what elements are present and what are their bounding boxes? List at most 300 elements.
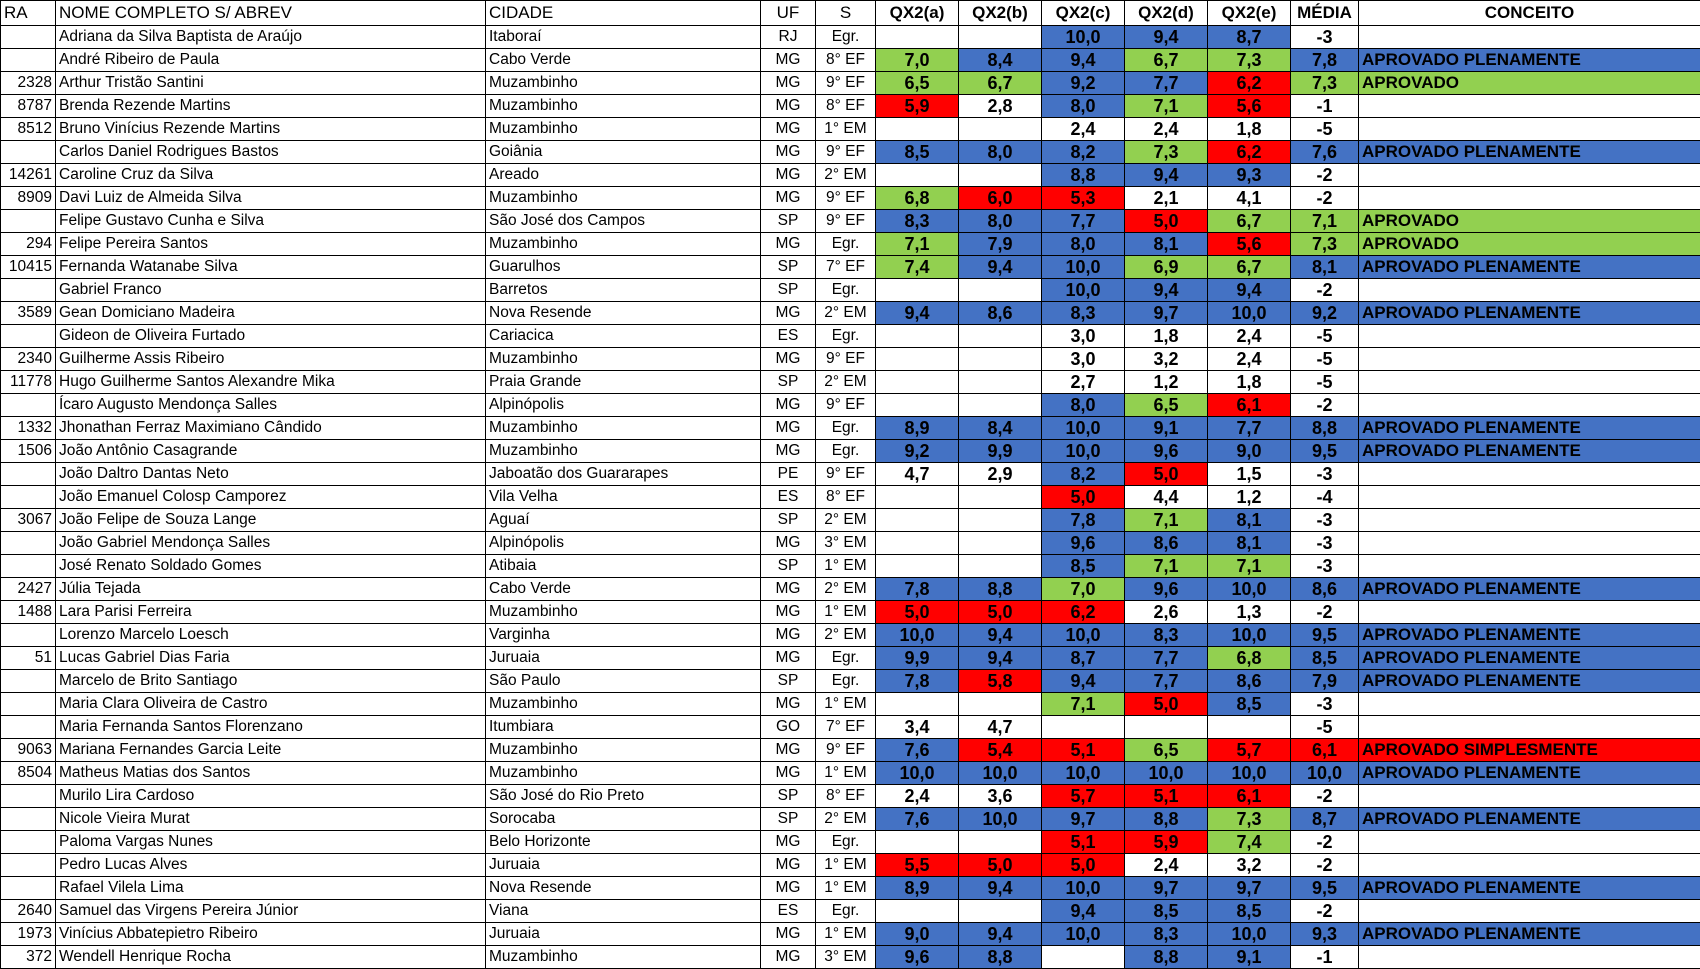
cell-qx2c[interactable]: 9,4 [1042, 900, 1125, 923]
cell-cidade[interactable]: Muzambinho [486, 601, 761, 624]
cell-qx2c[interactable]: 9,4 [1042, 49, 1125, 72]
cell-cidade[interactable]: Muzambinho [486, 348, 761, 371]
cell-conceito[interactable] [1359, 371, 1700, 394]
cell-ra[interactable]: 8512 [1, 118, 56, 141]
cell-uf[interactable]: GO [761, 716, 816, 739]
cell-qx2c[interactable]: 10,0 [1042, 279, 1125, 302]
cell-nome[interactable]: Felipe Pereira Santos [56, 233, 486, 256]
cell-nome[interactable]: João Felipe de Souza Lange [56, 509, 486, 532]
cell-qx2e[interactable]: 6,7 [1208, 256, 1291, 279]
cell-nome[interactable]: Vinícius Abbatepietro Ribeiro [56, 923, 486, 946]
cell-qx2b[interactable]: 8,8 [959, 578, 1042, 601]
cell-qx2b[interactable]: 9,4 [959, 647, 1042, 670]
cell-cidade[interactable]: Muzambinho [486, 693, 761, 716]
cell-qx2a[interactable] [876, 509, 959, 532]
cell-s[interactable]: 9° EF [816, 210, 876, 233]
cell-s[interactable]: 1° EM [816, 854, 876, 877]
cell-conceito[interactable] [1359, 601, 1700, 624]
cell-conceito[interactable]: APROVADO [1359, 210, 1700, 233]
cell-nome[interactable]: Gean Domiciano Madeira [56, 302, 486, 325]
cell-qx2e[interactable]: 5,7 [1208, 739, 1291, 762]
header-uf[interactable]: UF [761, 1, 816, 26]
cell-qx2b[interactable] [959, 164, 1042, 187]
cell-qx2b[interactable] [959, 486, 1042, 509]
cell-qx2b[interactable] [959, 900, 1042, 923]
cell-qx2a[interactable] [876, 532, 959, 555]
cell-cidade[interactable]: Muzambinho [486, 762, 761, 785]
cell-media[interactable]: -2 [1291, 601, 1359, 624]
cell-conceito[interactable] [1359, 486, 1700, 509]
cell-qx2c[interactable]: 10,0 [1042, 877, 1125, 900]
cell-s[interactable]: 9° EF [816, 348, 876, 371]
cell-qx2c[interactable]: 7,1 [1042, 693, 1125, 716]
cell-uf[interactable]: MG [761, 624, 816, 647]
cell-nome[interactable]: João Daltro Dantas Neto [56, 463, 486, 486]
cell-ra[interactable]: 9063 [1, 739, 56, 762]
cell-uf[interactable]: MG [761, 187, 816, 210]
cell-qx2d[interactable]: 9,6 [1125, 440, 1208, 463]
cell-nome[interactable]: Nicole Vieira Murat [56, 808, 486, 831]
cell-qx2a[interactable]: 7,6 [876, 739, 959, 762]
cell-nome[interactable]: Hugo Guilherme Santos Alexandre Mika [56, 371, 486, 394]
cell-cidade[interactable]: Muzambinho [486, 739, 761, 762]
cell-qx2b[interactable] [959, 26, 1042, 49]
cell-qx2b[interactable]: 8,8 [959, 946, 1042, 969]
cell-media[interactable]: -4 [1291, 486, 1359, 509]
cell-nome[interactable]: Wendell Henrique Rocha [56, 946, 486, 969]
cell-ra[interactable]: 2640 [1, 900, 56, 923]
cell-qx2c[interactable]: 5,1 [1042, 831, 1125, 854]
cell-cidade[interactable]: Itaboraí [486, 26, 761, 49]
cell-ra[interactable]: 2328 [1, 72, 56, 95]
cell-nome[interactable]: Arthur Tristão Santini [56, 72, 486, 95]
cell-qx2a[interactable]: 3,4 [876, 716, 959, 739]
cell-ra[interactable]: 372 [1, 946, 56, 969]
cell-media[interactable]: -3 [1291, 555, 1359, 578]
cell-s[interactable]: 1° EM [816, 762, 876, 785]
cell-cidade[interactable]: Jaboatão dos Guararapes [486, 463, 761, 486]
cell-qx2a[interactable]: 8,9 [876, 417, 959, 440]
cell-conceito[interactable]: APROVADO PLENAMENTE [1359, 49, 1700, 72]
cell-media[interactable]: 7,8 [1291, 49, 1359, 72]
cell-nome[interactable]: Matheus Matias dos Santos [56, 762, 486, 785]
cell-s[interactable]: 2° EM [816, 808, 876, 831]
cell-qx2e[interactable]: 9,7 [1208, 877, 1291, 900]
cell-conceito[interactable]: APROVADO PLENAMENTE [1359, 417, 1700, 440]
cell-uf[interactable]: MG [761, 532, 816, 555]
cell-qx2d[interactable]: 7,3 [1125, 141, 1208, 164]
cell-conceito[interactable] [1359, 785, 1700, 808]
cell-conceito[interactable]: APROVADO SIMPLESMENTE [1359, 739, 1700, 762]
cell-s[interactable]: Egr. [816, 900, 876, 923]
cell-qx2a[interactable] [876, 348, 959, 371]
cell-qx2c[interactable]: 8,7 [1042, 647, 1125, 670]
cell-qx2a[interactable] [876, 486, 959, 509]
cell-s[interactable]: 7° EF [816, 716, 876, 739]
cell-ra[interactable]: 11778 [1, 371, 56, 394]
cell-ra[interactable]: 294 [1, 233, 56, 256]
cell-qx2d[interactable]: 4,4 [1125, 486, 1208, 509]
cell-media[interactable]: 9,2 [1291, 302, 1359, 325]
cell-cidade[interactable]: Muzambinho [486, 440, 761, 463]
cell-qx2d[interactable]: 9,7 [1125, 877, 1208, 900]
cell-media[interactable]: -2 [1291, 279, 1359, 302]
cell-qx2e[interactable]: 8,5 [1208, 900, 1291, 923]
cell-qx2a[interactable] [876, 279, 959, 302]
cell-cidade[interactable]: Guarulhos [486, 256, 761, 279]
cell-uf[interactable]: SP [761, 785, 816, 808]
cell-qx2e[interactable]: 9,4 [1208, 279, 1291, 302]
cell-media[interactable]: 7,1 [1291, 210, 1359, 233]
cell-s[interactable]: 3° EM [816, 532, 876, 555]
cell-uf[interactable]: SP [761, 808, 816, 831]
cell-qx2e[interactable]: 4,1 [1208, 187, 1291, 210]
cell-conceito[interactable] [1359, 555, 1700, 578]
cell-conceito[interactable] [1359, 509, 1700, 532]
cell-qx2d[interactable]: 6,9 [1125, 256, 1208, 279]
cell-media[interactable]: 6,1 [1291, 739, 1359, 762]
cell-conceito[interactable] [1359, 693, 1700, 716]
header-qx2d[interactable]: QX2(d) [1125, 1, 1208, 26]
cell-media[interactable]: 10,0 [1291, 762, 1359, 785]
cell-nome[interactable]: Brenda Rezende Martins [56, 95, 486, 118]
cell-qx2d[interactable]: 8,3 [1125, 923, 1208, 946]
cell-conceito[interactable]: APROVADO PLENAMENTE [1359, 762, 1700, 785]
cell-qx2a[interactable]: 8,3 [876, 210, 959, 233]
cell-media[interactable]: 9,5 [1291, 877, 1359, 900]
cell-qx2b[interactable]: 6,7 [959, 72, 1042, 95]
cell-uf[interactable]: SP [761, 371, 816, 394]
cell-qx2d[interactable]: 9,6 [1125, 578, 1208, 601]
cell-media[interactable]: 8,8 [1291, 417, 1359, 440]
cell-conceito[interactable] [1359, 279, 1700, 302]
cell-media[interactable]: 9,5 [1291, 624, 1359, 647]
cell-cidade[interactable]: Cabo Verde [486, 49, 761, 72]
cell-qx2d[interactable]: 5,1 [1125, 785, 1208, 808]
cell-qx2c[interactable]: 2,4 [1042, 118, 1125, 141]
cell-s[interactable]: 9° EF [816, 72, 876, 95]
cell-qx2a[interactable]: 9,0 [876, 923, 959, 946]
cell-nome[interactable]: Felipe Gustavo Cunha e Silva [56, 210, 486, 233]
cell-cidade[interactable]: Alpinópolis [486, 532, 761, 555]
cell-cidade[interactable]: Viana [486, 900, 761, 923]
cell-ra[interactable] [1, 532, 56, 555]
cell-qx2d[interactable]: 2,1 [1125, 187, 1208, 210]
cell-qx2e[interactable]: 6,8 [1208, 647, 1291, 670]
cell-s[interactable]: 8° EF [816, 486, 876, 509]
cell-uf[interactable]: MG [761, 693, 816, 716]
cell-uf[interactable]: ES [761, 900, 816, 923]
cell-ra[interactable]: 8909 [1, 187, 56, 210]
cell-qx2c[interactable]: 3,0 [1042, 348, 1125, 371]
cell-qx2c[interactable]: 8,8 [1042, 164, 1125, 187]
cell-s[interactable]: 1° EM [816, 877, 876, 900]
cell-s[interactable]: 2° EM [816, 509, 876, 532]
cell-uf[interactable]: MG [761, 739, 816, 762]
cell-conceito[interactable] [1359, 854, 1700, 877]
cell-qx2e[interactable]: 6,2 [1208, 141, 1291, 164]
cell-s[interactable]: 1° EM [816, 923, 876, 946]
cell-qx2d[interactable]: 7,7 [1125, 670, 1208, 693]
cell-qx2c[interactable]: 8,0 [1042, 95, 1125, 118]
cell-qx2d[interactable] [1125, 716, 1208, 739]
cell-qx2e[interactable]: 7,4 [1208, 831, 1291, 854]
cell-nome[interactable]: André Ribeiro de Paula [56, 49, 486, 72]
cell-cidade[interactable]: Areado [486, 164, 761, 187]
cell-qx2b[interactable] [959, 831, 1042, 854]
cell-s[interactable]: 8° EF [816, 785, 876, 808]
cell-qx2e[interactable]: 8,1 [1208, 509, 1291, 532]
cell-s[interactable]: 2° EM [816, 302, 876, 325]
cell-qx2a[interactable]: 7,6 [876, 808, 959, 831]
cell-cidade[interactable]: Juruaia [486, 923, 761, 946]
cell-qx2c[interactable] [1042, 716, 1125, 739]
cell-nome[interactable]: Rafael Vilela Lima [56, 877, 486, 900]
cell-qx2b[interactable]: 5,0 [959, 854, 1042, 877]
cell-qx2b[interactable]: 8,4 [959, 417, 1042, 440]
cell-conceito[interactable]: APROVADO PLENAMENTE [1359, 624, 1700, 647]
cell-ra[interactable]: 1488 [1, 601, 56, 624]
cell-qx2a[interactable]: 2,4 [876, 785, 959, 808]
cell-qx2d[interactable]: 5,0 [1125, 463, 1208, 486]
cell-qx2b[interactable]: 10,0 [959, 808, 1042, 831]
cell-uf[interactable]: MG [761, 440, 816, 463]
header-qx2a[interactable]: QX2(a) [876, 1, 959, 26]
cell-ra[interactable] [1, 624, 56, 647]
cell-qx2d[interactable]: 5,0 [1125, 210, 1208, 233]
cell-qx2c[interactable]: 8,0 [1042, 233, 1125, 256]
cell-ra[interactable]: 2427 [1, 578, 56, 601]
cell-nome[interactable]: Murilo Lira Cardoso [56, 785, 486, 808]
cell-ra[interactable]: 1332 [1, 417, 56, 440]
cell-cidade[interactable]: Cabo Verde [486, 578, 761, 601]
cell-cidade[interactable]: Juruaia [486, 854, 761, 877]
cell-conceito[interactable]: APROVADO PLENAMENTE [1359, 302, 1700, 325]
cell-cidade[interactable]: Goiânia [486, 141, 761, 164]
cell-s[interactable]: 7° EF [816, 256, 876, 279]
cell-cidade[interactable]: São José do Rio Preto [486, 785, 761, 808]
cell-ra[interactable] [1, 555, 56, 578]
cell-cidade[interactable]: Itumbiara [486, 716, 761, 739]
cell-media[interactable]: -1 [1291, 95, 1359, 118]
cell-qx2a[interactable]: 10,0 [876, 762, 959, 785]
cell-qx2d[interactable]: 5,9 [1125, 831, 1208, 854]
cell-qx2c[interactable]: 9,2 [1042, 72, 1125, 95]
cell-s[interactable]: Egr. [816, 279, 876, 302]
cell-qx2c[interactable]: 10,0 [1042, 26, 1125, 49]
cell-ra[interactable]: 2340 [1, 348, 56, 371]
cell-qx2e[interactable]: 10,0 [1208, 578, 1291, 601]
cell-qx2d[interactable]: 8,3 [1125, 624, 1208, 647]
cell-uf[interactable]: MG [761, 233, 816, 256]
cell-conceito[interactable] [1359, 118, 1700, 141]
cell-cidade[interactable]: Sorocaba [486, 808, 761, 831]
cell-ra[interactable]: 3067 [1, 509, 56, 532]
cell-ra[interactable] [1, 670, 56, 693]
cell-ra[interactable] [1, 486, 56, 509]
cell-qx2c[interactable]: 10,0 [1042, 762, 1125, 785]
cell-uf[interactable]: MG [761, 578, 816, 601]
cell-uf[interactable]: MG [761, 923, 816, 946]
cell-conceito[interactable] [1359, 532, 1700, 555]
cell-media[interactable]: -5 [1291, 371, 1359, 394]
cell-qx2b[interactable] [959, 532, 1042, 555]
cell-uf[interactable]: MG [761, 141, 816, 164]
cell-ra[interactable] [1, 463, 56, 486]
cell-uf[interactable]: SP [761, 555, 816, 578]
cell-conceito[interactable] [1359, 26, 1700, 49]
cell-qx2b[interactable] [959, 693, 1042, 716]
cell-qx2d[interactable]: 7,7 [1125, 72, 1208, 95]
cell-conceito[interactable] [1359, 946, 1700, 969]
cell-qx2b[interactable]: 2,9 [959, 463, 1042, 486]
cell-qx2a[interactable] [876, 118, 959, 141]
cell-ra[interactable] [1, 394, 56, 417]
cell-nome[interactable]: Bruno Vinícius Rezende Martins [56, 118, 486, 141]
cell-qx2e[interactable]: 10,0 [1208, 302, 1291, 325]
cell-media[interactable]: 8,6 [1291, 578, 1359, 601]
cell-s[interactable]: 1° EM [816, 693, 876, 716]
cell-uf[interactable]: MG [761, 601, 816, 624]
cell-qx2e[interactable]: 10,0 [1208, 624, 1291, 647]
cell-qx2e[interactable]: 2,4 [1208, 325, 1291, 348]
cell-qx2b[interactable] [959, 394, 1042, 417]
cell-qx2a[interactable] [876, 900, 959, 923]
header-qx2e[interactable]: QX2(e) [1208, 1, 1291, 26]
cell-ra[interactable] [1, 854, 56, 877]
cell-cidade[interactable]: Muzambinho [486, 187, 761, 210]
cell-s[interactable]: 9° EF [816, 141, 876, 164]
cell-qx2b[interactable] [959, 279, 1042, 302]
cell-qx2b[interactable]: 8,6 [959, 302, 1042, 325]
cell-nome[interactable]: Guilherme Assis Ribeiro [56, 348, 486, 371]
cell-qx2b[interactable]: 5,8 [959, 670, 1042, 693]
cell-conceito[interactable]: APROVADO PLENAMENTE [1359, 877, 1700, 900]
cell-qx2e[interactable]: 1,5 [1208, 463, 1291, 486]
cell-s[interactable]: Egr. [816, 233, 876, 256]
cell-qx2e[interactable]: 6,7 [1208, 210, 1291, 233]
cell-qx2b[interactable]: 9,4 [959, 624, 1042, 647]
cell-qx2a[interactable]: 7,0 [876, 49, 959, 72]
cell-qx2b[interactable] [959, 555, 1042, 578]
cell-s[interactable]: 9° EF [816, 739, 876, 762]
cell-qx2c[interactable]: 5,3 [1042, 187, 1125, 210]
cell-qx2c[interactable]: 5,7 [1042, 785, 1125, 808]
cell-ra[interactable]: 3589 [1, 302, 56, 325]
cell-qx2d[interactable]: 7,7 [1125, 647, 1208, 670]
cell-qx2b[interactable]: 8,0 [959, 210, 1042, 233]
cell-conceito[interactable] [1359, 463, 1700, 486]
cell-media[interactable]: 8,7 [1291, 808, 1359, 831]
cell-cidade[interactable]: Muzambinho [486, 95, 761, 118]
cell-ra[interactable]: 1506 [1, 440, 56, 463]
cell-qx2a[interactable]: 9,9 [876, 647, 959, 670]
cell-cidade[interactable]: Muzambinho [486, 118, 761, 141]
cell-qx2a[interactable] [876, 164, 959, 187]
cell-qx2c[interactable] [1042, 946, 1125, 969]
header-nome[interactable]: NOME COMPLETO S/ ABREV [56, 1, 486, 26]
cell-cidade[interactable]: Aguaí [486, 509, 761, 532]
cell-qx2b[interactable] [959, 509, 1042, 532]
cell-qx2e[interactable]: 7,3 [1208, 808, 1291, 831]
cell-conceito[interactable] [1359, 187, 1700, 210]
cell-s[interactable]: Egr. [816, 325, 876, 348]
cell-uf[interactable]: MG [761, 831, 816, 854]
header-qx2c[interactable]: QX2(c) [1042, 1, 1125, 26]
cell-media[interactable]: -2 [1291, 394, 1359, 417]
cell-qx2a[interactable]: 8,5 [876, 141, 959, 164]
cell-uf[interactable]: MG [761, 164, 816, 187]
cell-cidade[interactable]: Juruaia [486, 647, 761, 670]
cell-media[interactable]: -2 [1291, 900, 1359, 923]
cell-qx2b[interactable]: 9,4 [959, 256, 1042, 279]
cell-qx2c[interactable]: 10,0 [1042, 417, 1125, 440]
cell-media[interactable]: -5 [1291, 118, 1359, 141]
cell-qx2e[interactable]: 7,7 [1208, 417, 1291, 440]
cell-uf[interactable]: SP [761, 670, 816, 693]
cell-uf[interactable]: MG [761, 49, 816, 72]
cell-conceito[interactable] [1359, 164, 1700, 187]
cell-s[interactable]: 1° EM [816, 601, 876, 624]
cell-conceito[interactable]: APROVADO PLENAMENTE [1359, 578, 1700, 601]
cell-ra[interactable]: 14261 [1, 164, 56, 187]
cell-s[interactable]: Egr. [816, 440, 876, 463]
cell-qx2c[interactable]: 9,6 [1042, 532, 1125, 555]
cell-qx2c[interactable]: 8,2 [1042, 141, 1125, 164]
cell-ra[interactable] [1, 693, 56, 716]
cell-qx2a[interactable]: 6,8 [876, 187, 959, 210]
cell-nome[interactable]: João Emanuel Colosp Camporez [56, 486, 486, 509]
cell-qx2a[interactable]: 9,6 [876, 946, 959, 969]
cell-qx2d[interactable]: 7,1 [1125, 555, 1208, 578]
cell-qx2b[interactable]: 8,0 [959, 141, 1042, 164]
cell-media[interactable]: -3 [1291, 26, 1359, 49]
cell-uf[interactable]: MG [761, 877, 816, 900]
cell-uf[interactable]: MG [761, 118, 816, 141]
cell-s[interactable]: 2° EM [816, 164, 876, 187]
cell-qx2c[interactable]: 5,0 [1042, 854, 1125, 877]
cell-cidade[interactable]: São Paulo [486, 670, 761, 693]
cell-qx2d[interactable]: 7,1 [1125, 95, 1208, 118]
cell-cidade[interactable]: Cariacica [486, 325, 761, 348]
cell-qx2c[interactable]: 10,0 [1042, 923, 1125, 946]
cell-s[interactable]: 9° EF [816, 187, 876, 210]
cell-conceito[interactable]: APROVADO PLENAMENTE [1359, 440, 1700, 463]
cell-s[interactable]: 9° EF [816, 463, 876, 486]
cell-media[interactable]: 7,3 [1291, 233, 1359, 256]
cell-qx2e[interactable]: 1,8 [1208, 118, 1291, 141]
cell-uf[interactable]: SP [761, 279, 816, 302]
cell-qx2b[interactable]: 2,8 [959, 95, 1042, 118]
cell-s[interactable]: Egr. [816, 670, 876, 693]
cell-qx2e[interactable]: 5,6 [1208, 95, 1291, 118]
cell-s[interactable]: 8° EF [816, 49, 876, 72]
cell-nome[interactable]: Carlos Daniel Rodrigues Bastos [56, 141, 486, 164]
cell-conceito[interactable] [1359, 716, 1700, 739]
cell-cidade[interactable]: Praia Grande [486, 371, 761, 394]
cell-qx2e[interactable] [1208, 716, 1291, 739]
cell-qx2b[interactable]: 8,4 [959, 49, 1042, 72]
cell-media[interactable]: 7,6 [1291, 141, 1359, 164]
cell-conceito[interactable] [1359, 348, 1700, 371]
cell-qx2e[interactable]: 5,6 [1208, 233, 1291, 256]
cell-nome[interactable]: José Renato Soldado Gomes [56, 555, 486, 578]
cell-qx2a[interactable]: 7,1 [876, 233, 959, 256]
cell-qx2d[interactable]: 5,0 [1125, 693, 1208, 716]
cell-nome[interactable]: Maria Clara Oliveira de Castro [56, 693, 486, 716]
cell-conceito[interactable] [1359, 325, 1700, 348]
cell-uf[interactable]: MG [761, 95, 816, 118]
